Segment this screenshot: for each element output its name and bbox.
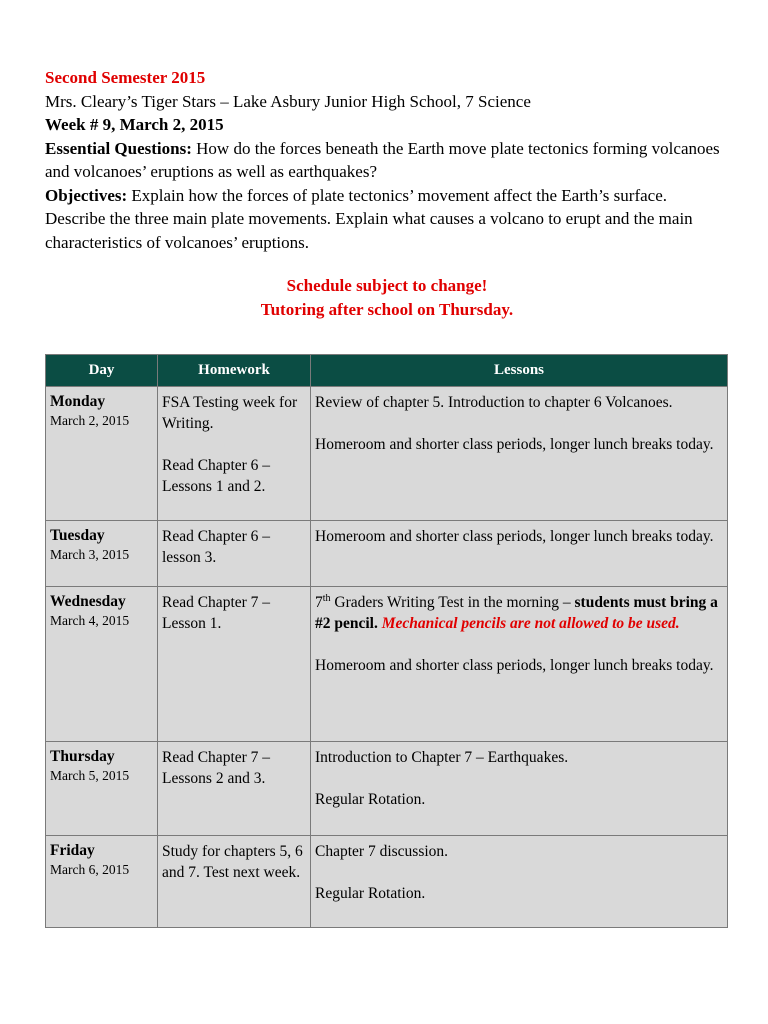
day-name: Friday [50,842,95,859]
day-cell [46,521,158,587]
homework-cell [158,521,311,587]
day-name: Monday [50,393,106,410]
homework-cell [158,587,311,742]
lesson-text [315,592,723,634]
lesson-text: Review of chapter 5. Introduction to chapter 6 Volcanoes. [315,394,673,411]
homework-text: Read Chapter 7 – Lesson 1. [162,594,271,632]
obj-label: Objectives: [45,185,128,205]
obj-text: Explain how the forces of plate tectonics’ movement affect the Earth’s surface. Describe the three main plate movements. Explain what causes a volcano to erupt and the main characteristics of volcanoes’ eruptions. [45,185,693,252]
homework-text: Read Chapter 7 – Lessons 2 and 3. [162,749,271,787]
objectives [45,184,729,255]
lesson-text: Homeroom and shorter class periods, longer lunch breaks today. [315,436,714,453]
lesson-text: Introduction to Chapter 7 – Earthquakes. [315,749,569,766]
grade-suffix: th [322,592,331,604]
day-date: March 2, 2015 [50,413,130,428]
week-line: Week # 9, March 2, 2015 [45,115,224,134]
table-row [46,836,728,928]
table-row [46,521,728,587]
day-cell [46,387,158,521]
day-name: Thursday [50,748,115,765]
mechanical-pencil-warning: Mechanical pencils are not allowed to be used. [381,615,680,632]
lesson-text: Chapter 7 discussion. [315,843,449,860]
lessons-cell [311,521,728,587]
homework-text: FSA Testing week for Writing. [162,394,298,432]
header-lessons: Lessons [311,355,728,387]
lessons-cell [311,742,728,836]
eq-text: How do the forces beneath the Earth move plate tectonics forming volcanoes and volcanoes’ eruptions as well as earthquakes? [45,138,720,181]
schedule-notice [45,274,729,322]
day-cell [46,587,158,742]
notice-change: Schedule subject to change! [286,276,488,295]
lesson-text: Homeroom and shorter class periods, longer lunch breaks today. [315,528,714,545]
lessons-cell [311,836,728,928]
pencil-requirement: students must bring a #2 pencil. [315,594,718,632]
header-homework: Homework [158,355,311,387]
schedule-table [45,354,728,928]
day-date: March 4, 2015 [50,613,130,628]
day-date: March 5, 2015 [50,768,130,783]
notice-tutoring: Tutoring after school on Thursday. [260,300,514,319]
homework-text: Read Chapter 6 – Lessons 1 and 2. [162,457,271,495]
day-name: Tuesday [50,527,105,544]
header-day: Day [46,355,158,387]
essential-questions [45,137,729,184]
writing-test-text: Graders Writing Test in the morning – [330,594,575,611]
homework-cell [158,387,311,521]
lesson-text: Regular Rotation. [315,791,426,808]
homework-cell [158,836,311,928]
table-row [46,742,728,836]
day-cell [46,742,158,836]
homework-cell [158,742,311,836]
lesson-text: Regular Rotation. [315,885,426,902]
day-name: Wednesday [50,593,126,610]
table-row [46,387,728,521]
homework-text: Read Chapter 6 – lesson 3. [162,528,271,566]
eq-label: Essential Questions: [45,138,192,158]
grade-number: 7 [315,594,323,611]
document-header [45,66,729,322]
semester-title: Second Semester 2015 [45,68,206,87]
class-line: Mrs. Cleary’s Tiger Stars – Lake Asbury Junior High School, 7 Science [45,91,531,111]
day-date: March 6, 2015 [50,862,130,877]
lesson-text: Homeroom and shorter class periods, longer lunch breaks today. [315,657,714,674]
table-row [46,587,728,742]
lessons-cell [311,587,728,742]
table-header-row [46,355,728,387]
lessons-cell [311,387,728,521]
day-date: March 3, 2015 [50,547,130,562]
homework-text: Study for chapters 5, 6 and 7. Test next week. [162,843,303,881]
day-cell [46,836,158,928]
